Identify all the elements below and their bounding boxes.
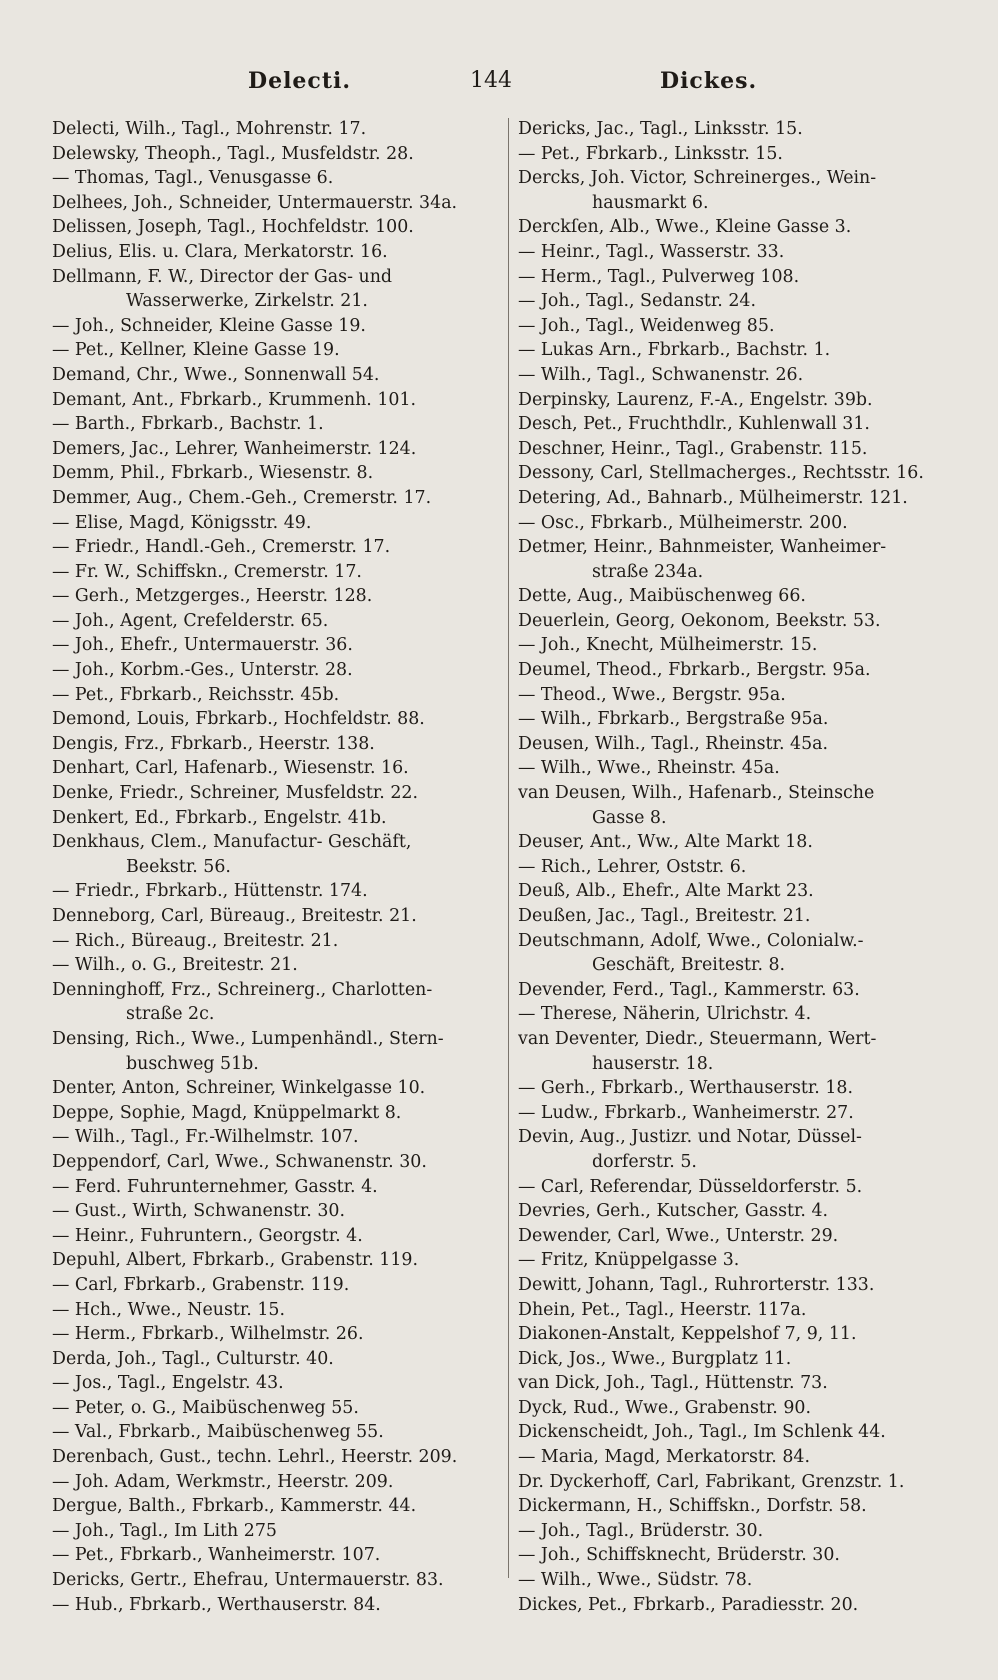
directory-entry: van Dick, Joh., Tagl., Hüttenstr. 73. [518,1373,828,1394]
directory-entry: — Pet., Fbrkarb., Wanheimerstr. 107. [52,1545,381,1566]
directory-entry: — Elise, Magd, Königsstr. 49. [52,512,312,533]
directory-entry: Delecti, Wilh., Tagl., Mohrenstr. 17. [52,119,367,139]
directory-entry: — Pet., Fbrkarb., Linksstr. 15. [518,143,783,164]
directory-entry: — Joh., Schneider, Kleine Gasse 19. [52,315,366,336]
directory-entry: Deutschmann, Adolf, Wwe., Colonialw.- [518,930,864,951]
directory-entry: Denneborg, Carl, Büreaug., Breitestr. 21. [52,906,417,926]
directory-entry: Detering, Ad., Bahnarb., Mülheimerstr. 121. [518,487,908,508]
directory-entry: — Rich., Büreaug., Breitestr. 21. [52,930,339,951]
directory-entry: — Joh., Tagl., Sedanstr. 24. [518,291,756,312]
directory-entry: Dr. Dyckerhoff, Carl, Fabrikant, Grenzstr. 1. [518,1471,905,1492]
directory-entry: Delewsky, Theoph., Tagl., Musfeldstr. 28. [52,143,414,164]
directory-entry: Dericks, Gertr., Ehefrau, Untermauerstr. 83. [52,1570,444,1591]
directory-entry: Demers, Jac., Lehrer, Wanheimerstr. 124. [52,438,417,459]
directory-entry: Derenbach, Gust., techn. Lehrl., Heerstr. 209. [52,1447,458,1468]
directory-entry: Denkert, Ed., Fbrkarb., Engelstr. 41b. [52,807,387,828]
header-left-keyword: Delecti. [248,68,352,94]
directory-entry: van Deventer, Diedr., Steuermann, Wert- [518,1028,877,1049]
directory-entry: — Thomas, Tagl., Venusgasse 6. [52,168,334,189]
directory-entry: Deusen, Wilh., Tagl., Rheinstr. 45a. [518,733,829,754]
directory-entry: Devries, Gerh., Kutscher, Gasstr. 4. [518,1201,829,1222]
directory-entry: — Pet., Fbrkarb., Reichsstr. 45b. [52,684,340,705]
directory-entry: Derpinsky, Laurenz, F.-A., Engelstr. 39b. [518,389,873,410]
directory-entry: Devin, Aug., Justizr. und Notar, Düssel- [518,1127,862,1148]
directory-entry-continuation: straße 2c. [126,1004,215,1025]
directory-entry: Devender, Ferd., Tagl., Kammerstr. 63. [518,979,860,1000]
directory-entry: Depuhl, Albert, Fbrkarb., Grabenstr. 119. [52,1250,419,1271]
directory-entry: Dessony, Carl, Stellmacherges., Rechtsstr. 16. [518,463,924,484]
directory-entry: Deußen, Jac., Tagl., Breitestr. 21. [518,906,811,926]
directory-entry: — Heinr., Fuhruntern., Georgstr. 4. [52,1225,363,1246]
directory-entry: Demant, Ant., Fbrkarb., Krummenh. 101. [52,389,417,410]
directory-entry: — Joh., Tagl., Im Lith 275 [52,1520,277,1541]
directory-entry: Demand, Chr., Wwe., Sonnenwall 54. [52,364,380,385]
directory-entry: — Joh., Agent, Crefelderstr. 65. [52,610,329,631]
directory-entry: — Friedr., Handl.-Geh., Cremerstr. 17. [52,537,391,558]
directory-entry-continuation: buschweg 51b. [126,1053,259,1074]
right-column [518,117,958,1617]
directory-entry: Dengis, Frz., Fbrkarb., Heerstr. 138. [52,733,375,754]
directory-entry: — Ludw., Fbrkarb., Wanheimerstr. 27. [518,1102,854,1123]
directory-entry: Dyck, Rud., Wwe., Grabenstr. 90. [518,1397,811,1418]
directory-entry: Deschner, Heinr., Tagl., Grabenstr. 115. [518,438,868,459]
directory-entry: — Wilh., Tagl., Fr.-Wilhelmstr. 107. [52,1127,359,1148]
directory-entry-continuation: hausmarkt 6. [592,192,709,213]
directory-entry: — Joh., Ehefr., Untermauerstr. 36. [52,635,353,656]
directory-entry: — Lukas Arn., Fbrkarb., Bachstr. 1. [518,340,831,361]
directory-entry: Detmer, Heinr., Bahnmeister, Wanheimer- [518,537,887,558]
directory-entry-continuation: hauserstr. 18. [592,1053,714,1074]
directory-entry: Diakonen-Anstalt, Keppelshof 7, 9, 11. [518,1324,857,1345]
directory-entry: Delhees, Joh., Schneider, Untermauerstr. 34a. [52,192,458,213]
directory-entry: — Hub., Fbrkarb., Werthauserstr. 84. [52,1594,381,1615]
directory-entry: Deuß, Alb., Ehefr., Alte Markt 23. [518,881,814,902]
directory-entry: — Joh. Adam, Werkmstr., Heerstr. 209. [52,1471,394,1492]
directory-entry: Dericks, Jac., Tagl., Linksstr. 15. [518,119,803,139]
directory-entry: — Wilh., Wwe., Rheinstr. 45a. [518,758,780,779]
directory-entry: — Maria, Magd, Merkatorstr. 84. [518,1447,811,1468]
directory-entry: Dewitt, Johann, Tagl., Ruhrorterstr. 133. [518,1274,875,1295]
directory-entry: — Fr. W., Schiffskn., Cremerstr. 17. [52,561,362,582]
directory-entry: — Val., Fbrkarb., Maibüschenweg 55. [52,1422,384,1443]
directory-entry: — Gerh., Fbrkarb., Werthauserstr. 18. [518,1078,854,1099]
directory-entry: — Joh., Schiffsknecht, Brüderstr. 30. [518,1545,840,1566]
directory-entry: — Hch., Wwe., Neustr. 15. [52,1299,285,1320]
directory-entry: — Jos., Tagl., Engelstr. 43. [52,1373,284,1394]
directory-entry: Deuser, Ant., Ww., Alte Markt 18. [518,832,813,853]
directory-entry: Dick, Jos., Wwe., Burgplatz 11. [518,1348,792,1369]
page-header [0,68,998,102]
directory-entry: Dickenscheidt, Joh., Tagl., Im Schlenk 44. [518,1422,886,1443]
directory-entry: — Joh., Knecht, Mülheimerstr. 15. [518,635,818,656]
directory-entry: Dickes, Pet., Fbrkarb., Paradiesstr. 20. [518,1594,859,1615]
directory-entry: — Peter, o. G., Maibüschenweg 55. [52,1397,359,1418]
directory-entry: — Theod., Wwe., Bergstr. 95a. [518,684,786,705]
column-divider [508,118,509,1578]
directory-entry: Demmer, Aug., Chem.-Geh., Cremerstr. 17. [52,487,432,508]
directory-entry: Demond, Louis, Fbrkarb., Hochfeldstr. 88. [52,709,425,730]
directory-entry: Dewender, Carl, Wwe., Unterstr. 29. [518,1225,839,1246]
directory-entry-continuation: Gasse 8. [592,807,667,828]
directory-entry: Denkhaus, Clem., Manufactur- Geschäft, [52,832,412,853]
directory-entry: — Gust., Wirth, Schwanenstr. 30. [52,1201,346,1222]
directory-entry: Delissen, Joseph, Tagl., Hochfeldstr. 100. [52,217,414,238]
directory-entry: Delius, Elis. u. Clara, Merkatorstr. 16. [52,241,388,262]
directory-entry: Deumel, Theod., Fbrkarb., Bergstr. 95a. [518,660,871,681]
header-right-keyword: Dickes. [660,68,758,94]
directory-entry: — Therese, Näherin, Ulrichstr. 4. [518,1004,812,1025]
directory-entry-continuation: dorferstr. 5. [592,1151,697,1172]
directory-entry: — Ferd. Fuhrunternehmer, Gasstr. 4. [52,1176,378,1197]
directory-entry: — Joh., Tagl., Brüderstr. 30. [518,1520,764,1541]
directory-entry: Dickermann, H., Schiffskn., Dorfstr. 58. [518,1496,867,1517]
directory-entry: Dellmann, F. W., Director der Gas- und [52,266,393,287]
directory-entry: — Joh., Tagl., Weidenweg 85. [518,315,775,336]
directory-entry: Dette, Aug., Maibüschenweg 66. [518,586,806,607]
directory-entry: Dergue, Balth., Fbrkarb., Kammerstr. 44. [52,1496,417,1517]
directory-entry: van Deusen, Wilh., Hafenarb., Steinsche [518,783,875,804]
directory-entry: Denninghoff, Frz., Schreinerg., Charlotten- [52,979,433,1000]
directory-entry: — Carl, Referendar, Düsseldorferstr. 5. [518,1176,863,1197]
directory-entry: — Wilh., o. G., Breitestr. 21. [52,955,298,976]
page-number: 144 [470,68,512,93]
directory-entry-continuation: Beekstr. 56. [126,856,231,877]
directory-entry: Deppe, Sophie, Magd, Knüppelmarkt 8. [52,1102,402,1123]
directory-entry: — Joh., Korbm.-Ges., Unterstr. 28. [52,660,353,681]
directory-entry-continuation: Wasserwerke, Zirkelstr. 21. [126,291,368,312]
directory-entry: Derckſen, Alb., Wwe., Kleine Gasse 3. [518,217,852,238]
directory-entry: Denter, Anton, Schreiner, Winkelgasse 10. [52,1078,426,1099]
directory-entry: Demm, Phil., Fbrkarb., Wiesenstr. 8. [52,463,374,484]
directory-entry: Densing, Rich., Wwe., Lumpenhändl., Stern- [52,1028,444,1049]
directory-entry: Deuerlein, Georg, Oekonom, Beekstr. 53. [518,610,881,631]
directory-entry: — Herm., Fbrkarb., Wilhelmstr. 26. [52,1324,364,1345]
directory-entry: — Wilh., Wwe., Südstr. 78. [518,1570,753,1591]
directory-entry: — Wilh., Fbrkarb., Bergstraße 95a. [518,709,829,730]
directory-entry: — Gerh., Metzgerges., Heerstr. 128. [52,586,373,607]
directory-entry: Deppendorf, Carl, Wwe., Schwanenstr. 30. [52,1151,427,1172]
directory-entry: Dhein, Pet., Tagl., Heerstr. 117a. [518,1299,807,1320]
directory-entry: Derda, Joh., Tagl., Culturstr. 40. [52,1348,334,1369]
directory-entry-continuation: straße 234a. [592,561,704,582]
directory-entry: — Wilh., Tagl., Schwanenstr. 26. [518,364,804,385]
directory-entry-continuation: Geschäft, Breitestr. 8. [592,955,786,976]
left-column [52,117,497,1617]
directory-entry: — Rich., Lehrer, Oststr. 6. [518,856,747,877]
directory-entry: — Herm., Tagl., Pulverweg 108. [518,266,800,287]
directory-entry: — Heinr., Tagl., Wasserstr. 33. [518,241,785,262]
directory-entry: — Barth., Fbrkarb., Bachstr. 1. [52,414,324,435]
directory-entry: Denhart, Carl, Hafenarb., Wiesenstr. 16. [52,758,409,779]
directory-entry: Dercks, Joh. Victor, Schreinerges., Wein- [518,168,877,189]
directory-entry: — Carl, Fbrkarb., Grabenstr. 119. [52,1274,350,1295]
directory-entry: Desch, Pet., Fruchthdlr., Kuhlenwall 31. [518,414,870,435]
directory-entry: — Fritz, Knüppelgasse 3. [518,1250,740,1271]
directory-entry: — Friedr., Fbrkarb., Hüttenstr. 174. [52,881,368,902]
directory-entry: — Pet., Kellner, Kleine Gasse 19. [52,340,340,361]
directory-entry: — Osc., Fbrkarb., Mülheimerstr. 200. [518,512,848,533]
directory-entry: Denke, Friedr., Schreiner, Musfeldstr. 22. [52,783,419,804]
